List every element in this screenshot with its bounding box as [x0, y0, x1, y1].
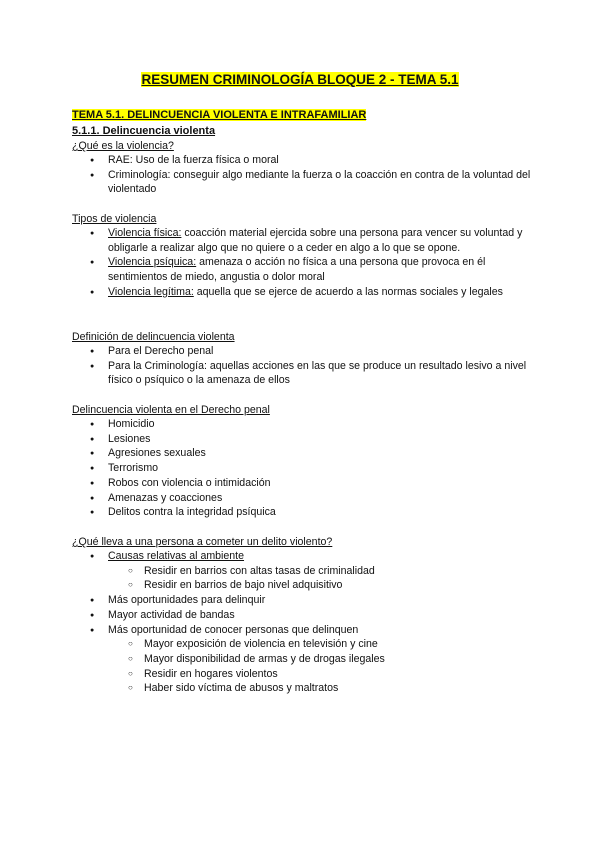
list-item: ● Para la Criminología: aquellas acciones en las que se produce un resultado lesivo a nivel físico o psíquico o la amenaza de ellos — [72, 359, 532, 388]
circle-bullet-icon — [128, 637, 138, 653]
list-item: ● Para el Derecho penal — [72, 344, 532, 359]
list-causas — [72, 549, 532, 696]
section-title-definicion: Definición de delincuencia violenta — [72, 331, 235, 343]
list-item: ● Violencia legítima: aquella que se ejerce de acuerdo a las normas sociales y legales — [72, 285, 532, 300]
bullet-icon — [90, 226, 100, 243]
section-title-violencia: ¿Qué es la violencia? — [72, 140, 174, 152]
list-item: ● Homicidio — [72, 417, 532, 432]
sub-list-item: ○ Mayor disponibilidad de armas y de drogas ilegales — [72, 652, 532, 667]
list-item: ● Más oportunidad de conocer personas que delinquen — [72, 623, 532, 638]
list-item: ● Causas relativas al ambiente — [72, 549, 532, 564]
page-title: RESUMEN CRIMINOLOGÍA BLOQUE 2 - TEMA 5.1 — [141, 72, 459, 87]
list-delitos — [72, 417, 532, 520]
section-title-tipos: Tipos de violencia — [72, 213, 157, 225]
list-item: ● Criminología: conseguir algo mediante la fuerza o la coacción en contra de la voluntad del violentado — [72, 168, 532, 197]
bullet-icon — [90, 359, 100, 376]
topic-heading: TEMA 5.1. DELINCUENCIA VIOLENTA E INTRAFAMILIAR — [72, 109, 367, 121]
circle-bullet-icon — [128, 681, 138, 697]
sub-list-item: ○ Residir en barrios con altas tasas de criminalidad — [72, 564, 532, 579]
list-item: ● Más oportunidades para delinquir — [72, 593, 532, 608]
circle-bullet-icon — [128, 652, 138, 668]
list-tipos — [72, 226, 532, 300]
bullet-icon — [90, 505, 100, 522]
list-item: ● RAE: Uso de la fuerza física o moral — [72, 153, 532, 168]
list-item: ● Mayor actividad de bandas — [72, 608, 532, 623]
section-title-causas: ¿Qué lleva a una persona a cometer un delito violento? — [72, 536, 333, 548]
bullet-icon — [90, 255, 100, 272]
sub-list-item: ○ Mayor exposición de violencia en televisión y cine — [72, 637, 532, 652]
list-item: ● Lesiones — [72, 432, 532, 447]
list-definicion — [72, 344, 532, 388]
sub-list-item: ○ Residir en barrios de bajo nivel adquisitivo — [72, 578, 532, 593]
sub-list-item: ○ Residir en hogares violentos — [72, 667, 532, 682]
circle-bullet-icon — [128, 667, 138, 683]
list-item: ● Terrorismo — [72, 461, 532, 476]
list-item: ● Amenazas y coacciones — [72, 491, 532, 506]
sub-list-item: ○ Haber sido víctima de abusos y maltratos — [72, 681, 532, 696]
list-violencia — [72, 153, 532, 197]
section-title-derecho-penal: Delincuencia violenta en el Derecho penal — [72, 404, 270, 416]
list-item: ● Robos con violencia o intimidación — [72, 476, 532, 491]
subtopic-heading: 5.1.1. Delincuencia violenta — [72, 125, 216, 137]
bullet-icon — [90, 285, 100, 302]
circle-bullet-icon — [128, 564, 138, 580]
list-item: ● Violencia psíquica: amenaza o acción no física a una persona que provoca en él sentimientos de miedo, angustia o dolor moral — [72, 255, 532, 284]
circle-bullet-icon — [128, 578, 138, 594]
list-item: ● Agresiones sexuales — [72, 446, 532, 461]
bullet-icon — [90, 168, 100, 185]
list-item: ● Delitos contra la integridad psíquica — [72, 505, 532, 520]
list-item: ● Violencia física: coacción material ejercida sobre una persona para vencer su voluntad y obligarle a realizar algo que no quiere o a ceder en algo a lo que se opone. — [72, 226, 532, 255]
